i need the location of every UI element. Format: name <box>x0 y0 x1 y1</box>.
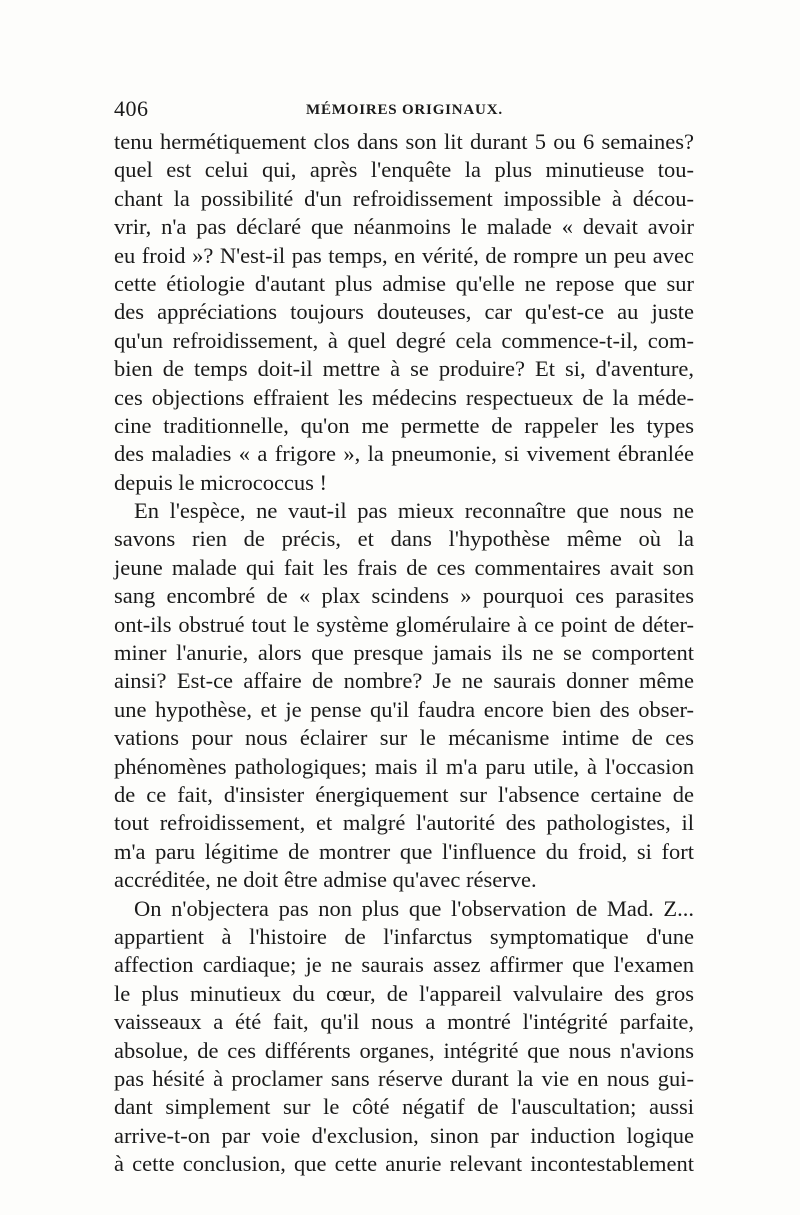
text-line: ont-ils obstrué tout le système glomérulaire à ce point de déter- <box>114 611 694 637</box>
page-header <box>114 96 694 126</box>
text-line: ces objections effraient les médecins respectueux de la méde- <box>114 384 694 410</box>
text-line: m'a paru légitime de montrer que l'influence du froid, si fort <box>114 838 694 864</box>
body-text <box>114 128 694 1178</box>
text-line: vations pour nous éclairer sur le mécanisme intime de ces <box>114 725 694 751</box>
text-line: tout refroidissement, et malgré l'autorité des pathologistes, il <box>114 810 694 836</box>
page-number: 406 <box>114 96 149 121</box>
text-line: dant simplement sur le côté négatif de l'auscultation; aussi <box>114 1094 694 1120</box>
text-line: le plus minutieux du cœur, de l'appareil valvulaire des gros <box>114 980 694 1006</box>
text-line: une hypothèse, et je pense qu'il faudra encore bien des obser- <box>114 696 694 722</box>
text-line: quel est celui qui, après l'enquête la plus minutieuse tou- <box>114 157 694 183</box>
text-line: qu'un refroidissement, à quel degré cela commence-t-il, com- <box>114 327 694 353</box>
paragraph-3 <box>114 895 694 1179</box>
text-line: appartient à l'histoire de l'infarctus symptomatique d'une <box>114 923 694 949</box>
text-line: vaisseaux a été fait, qu'il nous a montré l'intégrité parfaite, <box>114 1009 694 1035</box>
paragraph-2 <box>114 497 694 894</box>
text-line: affection cardiaque; je ne saurais assez affirmer que l'examen <box>114 952 694 978</box>
text-line: vrir, n'a pas déclaré que néanmoins le malade « devait avoir <box>114 214 694 240</box>
text-line: à cette conclusion, que cette anurie relevant incontestablement <box>114 1151 694 1177</box>
text-line: depuis le micrococcus ! <box>114 469 328 495</box>
text-line: cette étiologie d'autant plus admise qu'elle ne repose que sur <box>114 270 694 296</box>
text-line: phénomènes pathologiques; mais il m'a paru utile, à l'occasion <box>114 753 694 779</box>
text-line: arrive-t-on par voie d'exclusion, sinon par induction logique <box>114 1122 694 1148</box>
text-line: savons rien de précis, et dans l'hypothèse même où la <box>114 526 694 552</box>
text-line: accréditée, ne doit être admise qu'avec réserve. <box>114 867 537 893</box>
text-line: de ce fait, d'insister énergiquement sur l'absence certaine de <box>114 781 694 807</box>
text-line: des maladies « a frigore », la pneumonie, si vivement ébranlée <box>114 441 694 467</box>
text-line: sang encombré de « plax scindens » pourquoi ces parasites <box>114 583 694 609</box>
text-line: miner l'anurie, alors que presque jamais ils ne se comportent <box>114 640 694 666</box>
text-line: eu froid »? N'est-il pas temps, en vérité, de rompre un peu avec <box>114 242 694 268</box>
text-line: absolue, de ces différents organes, intégrité que nous n'avions <box>114 1037 694 1063</box>
text-line: tenu hermétiquement clos dans son lit durant 5 ou 6 semaines? <box>114 129 694 154</box>
text-line: bien de temps doit-il mettre à se produire? Et si, d'aventure, <box>114 356 694 382</box>
running-head: MÉMOIRES ORIGINAUX. <box>306 102 503 118</box>
text-line: En l'espèce, ne vaut-il pas mieux reconnaître que nous ne <box>134 498 694 524</box>
text-line: pas hésité à proclamer sans réserve durant la vie en nous gui- <box>114 1065 694 1091</box>
text-line: des appréciations toujours douteuses, car qu'est-ce au juste <box>114 299 694 325</box>
text-line: jeune malade qui fait les frais de ces commentaires avait son <box>114 554 694 580</box>
text-line: ainsi? Est-ce affaire de nombre? Je ne saurais donner même <box>114 668 694 694</box>
text-line: chant la possibilité d'un refroidissement impossible à décou- <box>114 185 694 211</box>
text-line: On n'objectera pas non plus que l'observation de Mad. Z... <box>134 895 694 921</box>
text-line: cine traditionnelle, qu'on me permette de rappeler les types <box>114 412 694 438</box>
paragraph-1 <box>114 128 694 497</box>
